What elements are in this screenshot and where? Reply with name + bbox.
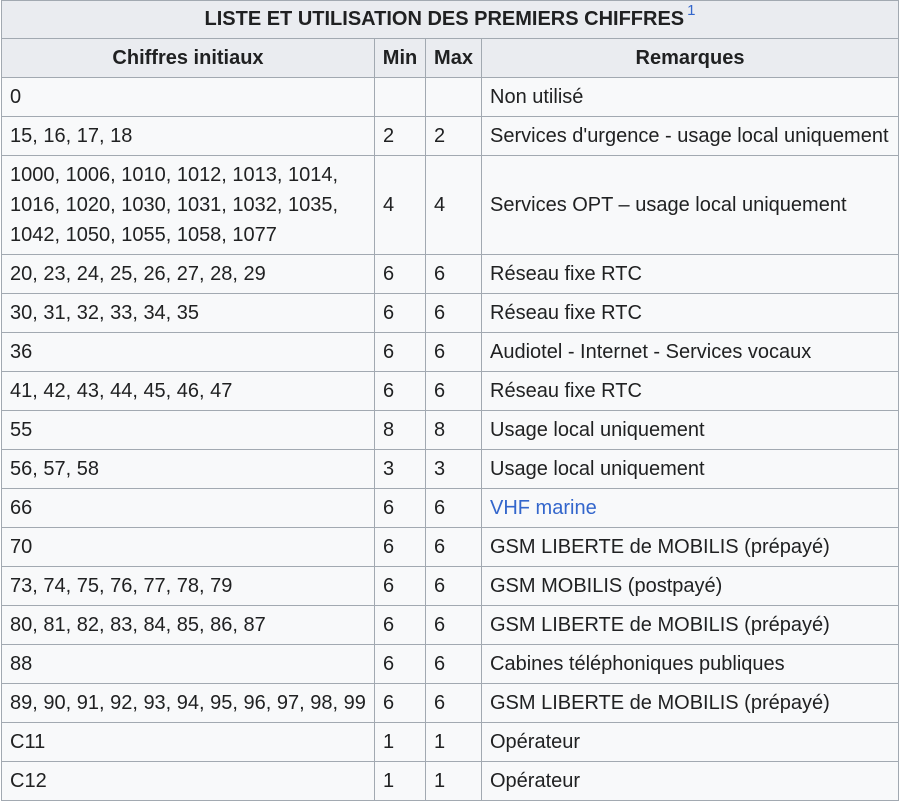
cell-min: 2 xyxy=(375,117,426,156)
cell-remark: GSM MOBILIS (postpayé) xyxy=(482,567,899,606)
cell-remark: Cabines téléphoniques publiques xyxy=(482,645,899,684)
cell-max: 6 xyxy=(426,294,482,333)
cell-min: 6 xyxy=(375,645,426,684)
table-row xyxy=(2,78,899,117)
table-row xyxy=(2,723,899,762)
table-body xyxy=(2,78,899,801)
cell-max: 6 xyxy=(426,372,482,411)
cell-remark: GSM LIBERTE de MOBILIS (prépayé) xyxy=(482,528,899,567)
cell-min: 6 xyxy=(375,294,426,333)
cell-prefixes: 70 xyxy=(2,528,375,567)
cell-max: 1 xyxy=(426,723,482,762)
table-row xyxy=(2,333,899,372)
cell-max: 6 xyxy=(426,528,482,567)
column-header-remarks[interactable]: Remarques xyxy=(482,39,899,78)
cell-remark: GSM LIBERTE de MOBILIS (prépayé) xyxy=(482,684,899,723)
cell-min: 6 xyxy=(375,606,426,645)
table-row xyxy=(2,294,899,333)
cell-prefixes: 66 xyxy=(2,489,375,528)
cell-max: 6 xyxy=(426,684,482,723)
table-row xyxy=(2,117,899,156)
cell-min: 3 xyxy=(375,450,426,489)
cell-prefixes: C12 xyxy=(2,762,375,801)
cell-min: 6 xyxy=(375,528,426,567)
cell-remark xyxy=(482,489,899,528)
caption-reference-link[interactable]: 1 xyxy=(687,2,696,20)
cell-remark: GSM LIBERTE de MOBILIS (prépayé) xyxy=(482,606,899,645)
column-header-max[interactable]: Max xyxy=(426,39,482,78)
cell-max: 8 xyxy=(426,411,482,450)
cell-prefixes: 36 xyxy=(2,333,375,372)
cell-remark: Audiotel - Internet - Services vocaux xyxy=(482,333,899,372)
table-row xyxy=(2,762,899,801)
cell-min: 6 xyxy=(375,372,426,411)
cell-max: 3 xyxy=(426,450,482,489)
cell-max: 4 xyxy=(426,156,482,255)
cell-max: 1 xyxy=(426,762,482,801)
cell-max: 6 xyxy=(426,489,482,528)
cell-prefixes: 89, 90, 91, 92, 93, 94, 95, 96, 97, 98, 99 xyxy=(2,684,375,723)
cell-min: 6 xyxy=(375,489,426,528)
cell-prefixes: 73, 74, 75, 76, 77, 78, 79 xyxy=(2,567,375,606)
cell-min: 4 xyxy=(375,156,426,255)
cell-min: 6 xyxy=(375,684,426,723)
cell-remark: Non utilisé xyxy=(482,78,899,117)
header-row xyxy=(2,39,899,78)
table-row xyxy=(2,372,899,411)
remark-link[interactable]: VHF marine xyxy=(490,497,597,519)
table-row xyxy=(2,684,899,723)
cell-prefixes: 56, 57, 58 xyxy=(2,450,375,489)
table-row xyxy=(2,450,899,489)
cell-max: 6 xyxy=(426,606,482,645)
cell-min: 6 xyxy=(375,567,426,606)
cell-max: 6 xyxy=(426,333,482,372)
cell-prefixes: 0 xyxy=(2,78,375,117)
table-row xyxy=(2,156,899,255)
table-row xyxy=(2,645,899,684)
cell-prefixes: 15, 16, 17, 18 xyxy=(2,117,375,156)
prefix-usage-table xyxy=(1,0,899,801)
cell-prefixes: 55 xyxy=(2,411,375,450)
cell-prefixes: 1000, 1006, 1010, 1012, 1013, 1014, 1016, 1020, 1030, 1031, 1032, 1035, 1042, 1050, 1055, 1058, 1077 xyxy=(2,156,375,255)
caption-text: LISTE ET UTILISATION DES PREMIERS CHIFFRES xyxy=(204,8,685,30)
cell-max: 2 xyxy=(426,117,482,156)
cell-prefixes: 20, 23, 24, 25, 26, 27, 28, 29 xyxy=(2,255,375,294)
table-row xyxy=(2,255,899,294)
table-row xyxy=(2,528,899,567)
cell-min: 1 xyxy=(375,723,426,762)
cell-max xyxy=(426,78,482,117)
cell-remark: Opérateur xyxy=(482,762,899,801)
cell-max: 6 xyxy=(426,255,482,294)
cell-prefixes: 30, 31, 32, 33, 34, 35 xyxy=(2,294,375,333)
cell-prefixes: 41, 42, 43, 44, 45, 46, 47 xyxy=(2,372,375,411)
table-caption xyxy=(1,0,899,38)
cell-remark: Réseau fixe RTC xyxy=(482,372,899,411)
cell-remark: Opérateur xyxy=(482,723,899,762)
cell-max: 6 xyxy=(426,567,482,606)
cell-max: 6 xyxy=(426,645,482,684)
cell-min xyxy=(375,78,426,117)
cell-min: 1 xyxy=(375,762,426,801)
table-row xyxy=(2,606,899,645)
cell-remark: Réseau fixe RTC xyxy=(482,255,899,294)
cell-min: 6 xyxy=(375,333,426,372)
cell-remark: Usage local uniquement xyxy=(482,450,899,489)
cell-remark: Réseau fixe RTC xyxy=(482,294,899,333)
table-row xyxy=(2,411,899,450)
cell-prefixes: 80, 81, 82, 83, 84, 85, 86, 87 xyxy=(2,606,375,645)
column-header-prefixes[interactable]: Chiffres initiaux xyxy=(2,39,375,78)
table-row xyxy=(2,489,899,528)
cell-remark: Services OPT – usage local uniquement xyxy=(482,156,899,255)
cell-prefixes: 88 xyxy=(2,645,375,684)
table-row xyxy=(2,567,899,606)
cell-min: 8 xyxy=(375,411,426,450)
cell-min: 6 xyxy=(375,255,426,294)
cell-remark: Services d'urgence - usage local uniquement xyxy=(482,117,899,156)
cell-prefixes: C11 xyxy=(2,723,375,762)
column-header-min[interactable]: Min xyxy=(375,39,426,78)
cell-remark: Usage local uniquement xyxy=(482,411,899,450)
